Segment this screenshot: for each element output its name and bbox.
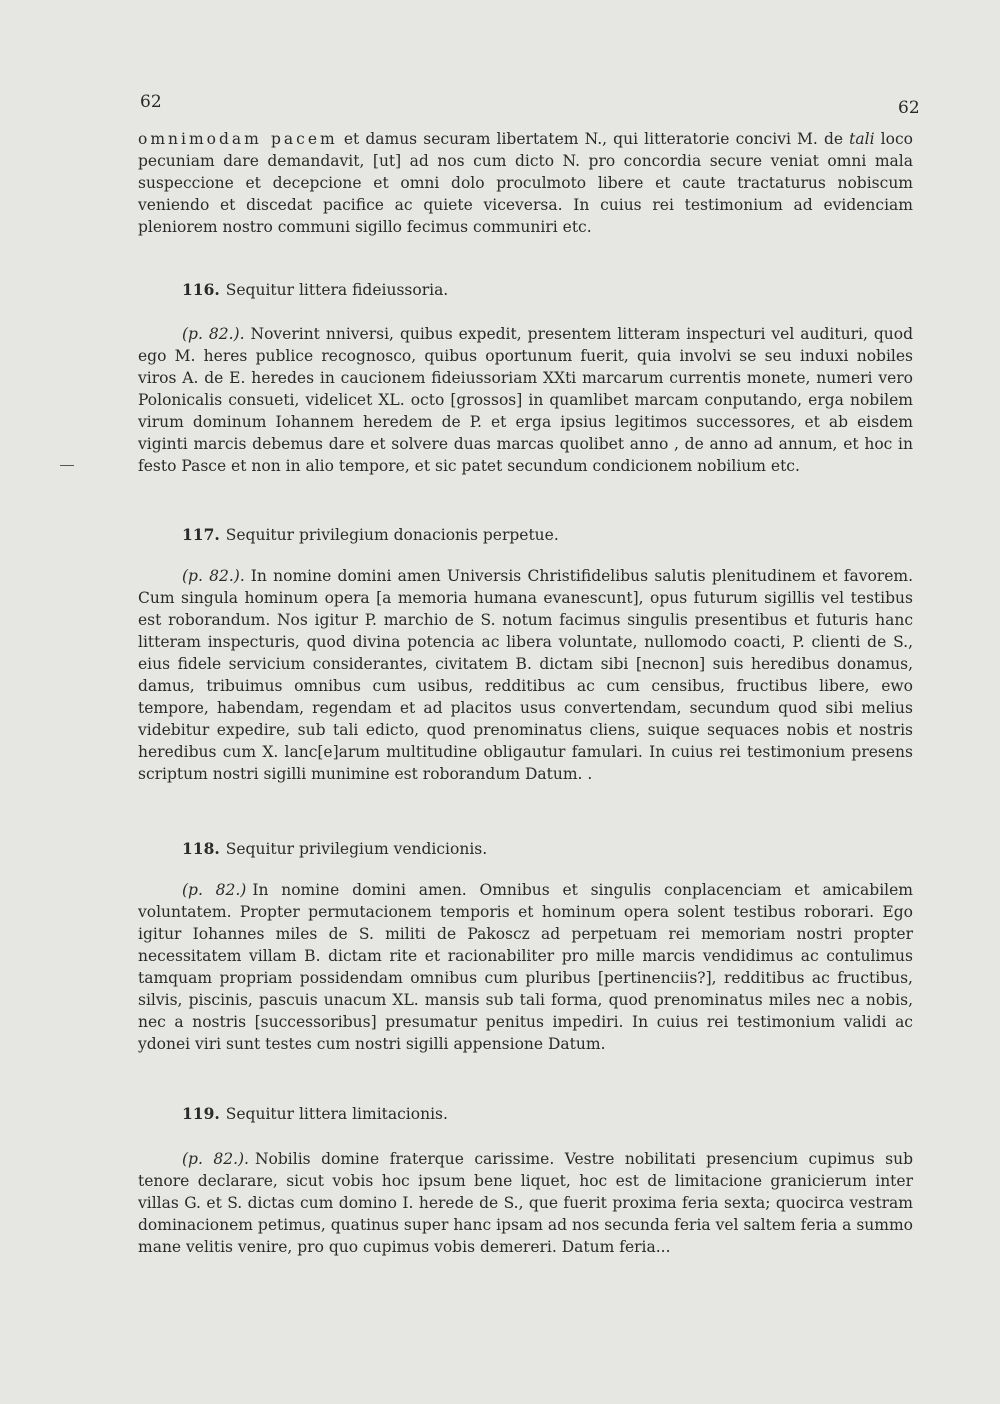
section-text: Noverint nniversi, quibus expedit, presentem litteram inspecturi vel audituri, quod ego M. heres publice recognosco, quibus oportunum fuerit, quia involvi se seu induxi nobiles viros A. de E. heredes in caucionem fideiussoriam XXti marcarum currentis monete, numeri vero Polonicalis consueti, videlicet XL. octo [grossos] in quamlibet marcam conputando, erga nobilem virum dominum Iohannem heredem de P. et erga ipsius legitimos successores, et ab eisdem viginti marcis debemus dare et solvere duas marcas quolibet anno , de anno ad annum, et hoc in festo Pasce et non in alio tempore, et sic patet secundum condicionem nobilium etc. — [138, 325, 913, 475]
intro-italic-word: tali — [849, 130, 875, 148]
page-number-right: 62 — [898, 98, 920, 118]
intro-paragraph — [138, 128, 913, 238]
section-number: 117. — [182, 525, 220, 544]
section-117-heading — [182, 524, 559, 546]
section-number: 116. — [182, 280, 220, 299]
margin-mark — [60, 465, 74, 466]
section-text: Nobilis domine fraterque carissime. Vestre nobilitati presencium cupimus sub tenore declarare, sicut vobis hoc ipsum bene liquet, hoc est de limitacione granicierum inter villas G. et S. dictas cum domino I. herede de S., que fuerit proxima feria sexta; quocirca vestram dominacionem petimus, quatinus super hanc ipsam ad nos secunda feria vel saltem feria a summo mane velitis venire, pro quo cupimus vobis demereri. Datum feria... — [138, 1150, 914, 1256]
intro-text-b: loco pecuniam dare demandavit, [ut] ad nos cum dicto N. pro concordia secure veniat omni mala suspeccione et decepcione et omni dolo proculmoto libere et caute tractaturus nobiscum veniendo et discedat pacifice ac quiete viceversa. In cuius rei testimonium ad evidenciam pleniorem nostro communi sigillo fecimus communiri etc. — [138, 130, 913, 236]
page-reference: (p. 82.). — [182, 567, 245, 585]
page-reference: (p. 82.). — [182, 1150, 249, 1168]
section-118-heading — [182, 838, 487, 860]
section-title: Sequitur privilegium donacionis perpetue. — [225, 526, 559, 544]
intro-spaced-words: omnimodam pacem — [138, 130, 338, 148]
page-reference: (p. 82.) — [182, 881, 247, 899]
section-text: In nomine domini amen. Omnibus et singulis conplacenciam et amicabilem voluntatem. Propter permutacionem temporis et hominum opera solent testibus roborari. Ego igitur Iohannes miles de S. militi de Pakoscz ad perpetuam rei memoriam nostri propter necessitatem villam B. dictam rite et racionabiliter pro mille marcis vendidimus ac contulimus tamquam propriam possidendam omnibus cum pluribus [pertinenciis?], redditibus ac fructibus, silvis, piscinis, pascuis unacum XL. mansis sub tali forma, quod prenominatus miles nec a nobis, nec a nostris [successoribus] presumatur penitus impediri. In cuius rei testimonium validi ac ydonei viri sunt testes cum nostri sigilli appensione Datum. — [138, 881, 913, 1053]
section-title: Sequitur privilegium vendicionis. — [225, 840, 488, 858]
section-title: Sequitur littera limitacionis. — [225, 1105, 448, 1123]
section-117-body — [138, 565, 913, 785]
section-116-heading — [182, 279, 448, 301]
section-119-body — [138, 1148, 913, 1258]
section-118-body — [138, 879, 913, 1055]
section-title: Sequitur littera fideiussoria. — [225, 281, 449, 299]
section-number: 119. — [182, 1104, 220, 1123]
section-116-body — [138, 323, 913, 477]
section-119-heading — [182, 1103, 448, 1125]
section-number: 118. — [182, 839, 220, 858]
page-reference: (p. 82.). — [182, 325, 245, 343]
section-text: In nomine domini amen Universis Christifidelibus salutis plenitudinem et favorem. Cum singula hominum opera [a memoria humana evanescunt], opus futurum sigillis vel testibus est roborandum. Nos igitur P. marchio de S. notum facimus singulis presentibus et futuris hanc litteram inspecturis, quod divina potencia ac libera voluntate, nullomodo coacti, P. clienti de S., eius fidele servicium considerantes, civitatem B. dictam sibi [necnon] suis heredibus donamus, damus, tribuimus omnibus cum usibus, redditibus ac cum censibus, fructibus libere, ewo tempore, habendam, regendam et ad placitos usus convertendam, secundum quod sibi melius videbitur expedire, sub tali edicto, quod prenominatus cliens, suique sequaces nobis et nostris heredibus cum X. lanc[e]arum multitudine obligautur famulari. In cuius rei testimonium presens scriptum nostri sigilli munimine est roborandum Datum. . — [138, 567, 914, 783]
page-number-left: 62 — [140, 92, 162, 112]
intro-text-a: et damus securam libertatem N., qui litteratorie concivi M. de — [337, 130, 850, 148]
